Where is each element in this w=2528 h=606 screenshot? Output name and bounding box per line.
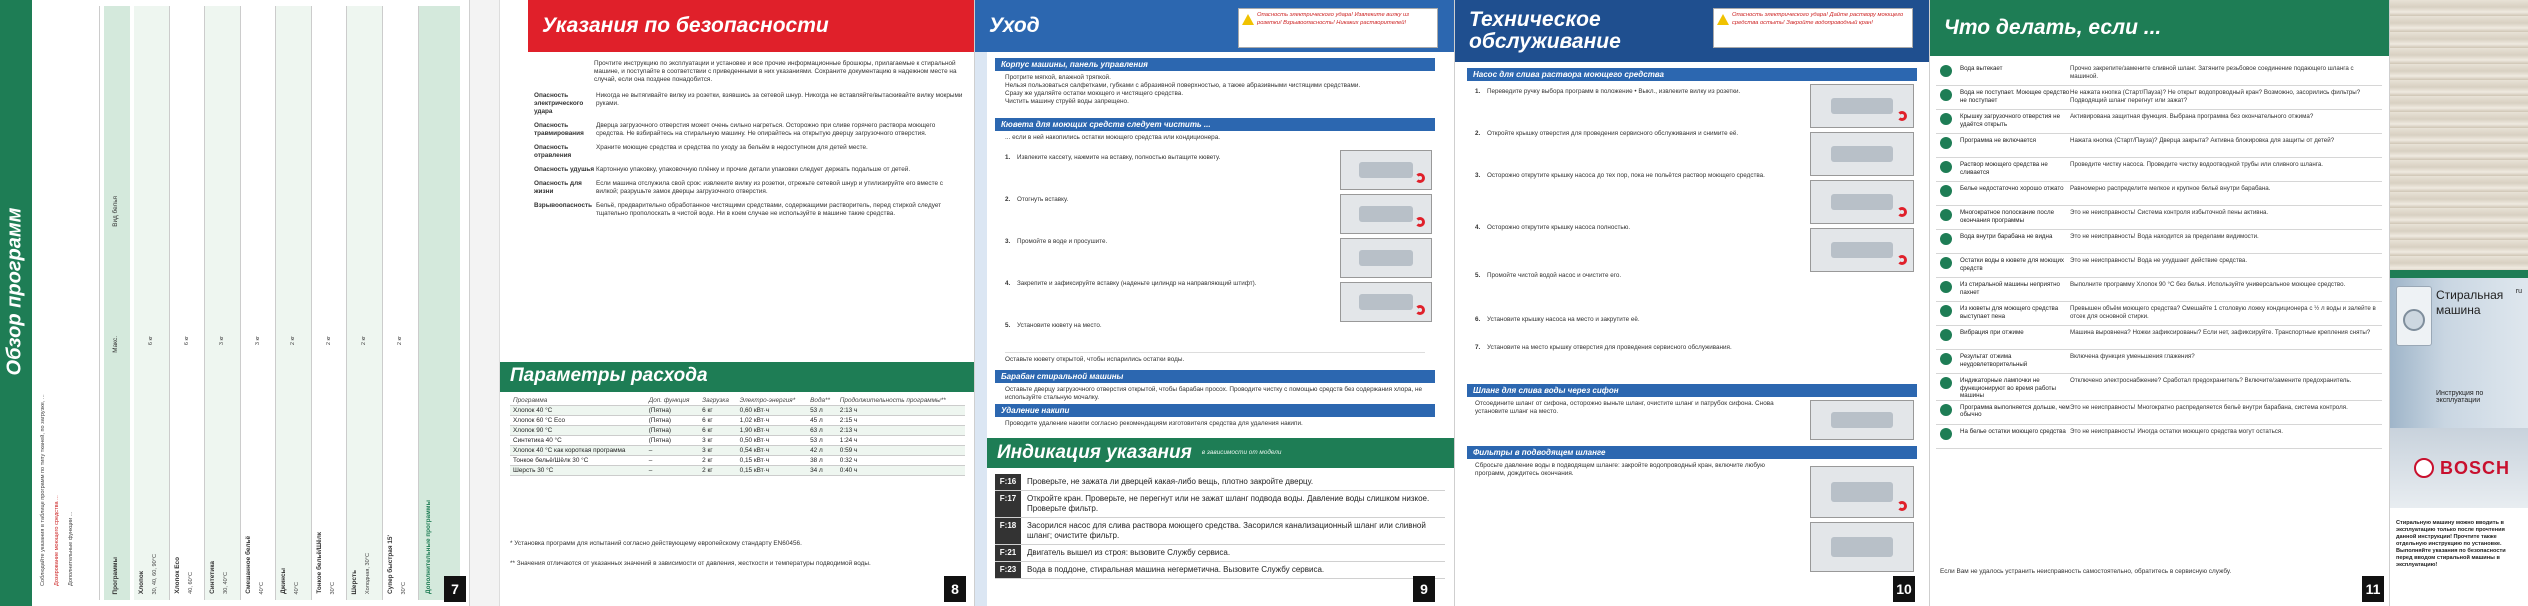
params-col: Загрузка: [699, 396, 736, 406]
safety-text: Бельё, предварительно обработанное чистящими средствами, содержащими растворитель, перед стиркой следует тщательно прополоскать в чистой воде. Ни в коем случае не используйте в машине такие средства.: [596, 202, 942, 217]
step: 4. Закрепите и зафиксируйте вставку (наденьте цилиндр на направляющий штифт).: [1005, 280, 1257, 287]
faq-row: Вибрация при отжиме Машина выровнена? Ножки зафиксированы? Если нет, зафиксируйте. Транспортные крепления сняты?: [1936, 326, 2382, 350]
step: 2. Отогнуть вставку.: [1005, 196, 1069, 203]
drawer-illustration: [1340, 150, 1432, 190]
safety-row: [534, 202, 964, 218]
page-number: 7: [444, 576, 466, 602]
program-max: 6 кг: [183, 336, 190, 346]
bullet-icon: [1940, 65, 1952, 77]
program-temps: 30, 40°C: [223, 572, 230, 594]
program-max: 2 кг: [325, 336, 332, 346]
indication-sub: в зависимости от модели: [1201, 449, 1282, 456]
section-text: Проводите удаление накипи согласно рекомендациям изготовителя средства для удаления накипи.: [1005, 420, 1303, 427]
faq-row: Вода вытекает Прочно закрепите/замените сливной шланг. Затяните резьбовое соединение подающего шланга с машиной.: [1936, 62, 2382, 86]
warning-box: Опасность электрического удара! Извлеките вилку из розетки! Взрывоопасность! Никаких растворителей!: [1238, 8, 1438, 48]
params-col: Вода**: [807, 396, 837, 406]
section-title: Корпус машины, панель управления: [995, 58, 1435, 71]
faq-row: Многократное полоскание после окончания программы Это не неисправность! Система контроля избыточной пены активна.: [1936, 206, 2382, 230]
safety-row: [534, 144, 964, 160]
header-note-2: Дозирование моющего средства ...: [54, 495, 60, 586]
page-title: Техническое обслуживание: [1469, 8, 1621, 53]
cover-title-block: [2390, 278, 2528, 428]
bullet-icon: [1940, 329, 1952, 341]
params-row: Хлопок 40 °C как короткая программа – 3 кг 0,54 кВт·ч 42 л 0:59 ч: [510, 446, 965, 456]
program-row: [241, 6, 277, 600]
pump-illustration: [1810, 132, 1914, 176]
warning-icon: [1717, 14, 1729, 25]
brand-logo: BOSCH: [2440, 458, 2511, 478]
list-item: Сразу же удаляйте остатки моющего и чистящего средства.: [1005, 90, 1184, 97]
cover-note: Стиральную машину можно вводить в эксплуатацию только после прочтения данной инструкции! Прочтите также отдельную инструкцию по установке. Выполняйте указания по безопасности перед вводом стиральной машины в эксплуатацию!: [2396, 520, 2506, 568]
step: 6. Установите крышку насоса на место и закрутите её.: [1475, 316, 1640, 323]
cover-lang: ru: [2515, 288, 2522, 295]
rotated-program-table: [40, 6, 460, 600]
page-safety: [470, 0, 975, 606]
bullet-icon: [1940, 137, 1952, 149]
care-steps: [1005, 150, 1305, 364]
list-item: Протрите мягкой, влажной тряпкой.: [1005, 74, 1111, 81]
program-max: 2 кг: [396, 336, 403, 346]
step: 4. Осторожно открутите крышку насоса полностью.: [1475, 224, 1631, 231]
section-title: Насос для слива раствора моющего средства: [1467, 68, 1917, 81]
bullet-icon: [1940, 161, 1952, 173]
bullet-icon: [1940, 305, 1952, 317]
program-temps: 30, 40, 60, 90°C: [152, 553, 158, 594]
safety-row: [534, 92, 964, 116]
safety-label: Опасность для жизни: [534, 180, 582, 195]
params-col: Электро-энергия*: [737, 396, 807, 406]
page-title: Указания по безопасности: [542, 14, 829, 37]
maintenance-steps: [1475, 84, 1795, 372]
filter-illustration: [1810, 522, 1914, 572]
cover-title-1: Стиральная: [2436, 288, 2504, 302]
program-name: Супер быстрая 15': [386, 535, 394, 594]
step: 3. Промойте в воде и просушите.: [1005, 238, 1108, 245]
step: 1. Переведите ручку выбора программ в положение • Выкл., извлеките вилку из розетки.: [1475, 88, 1741, 95]
program-rows: [134, 6, 460, 600]
pump-illustration: [1810, 180, 1914, 224]
section-text: Оставьте дверцу загрузочного отверстия открытой, чтобы барабан просох. Проводите чистку с помощью средств без содержания хлора, не используйте стальную мочалку.: [1005, 386, 1423, 401]
params-row: Хлопок 40 °C (Пятна) 6 кг 0,60 кВт·ч 53 л 2:13 ч: [510, 406, 965, 416]
faq-row: Из стиральной машины неприятно пахнет Выполните программу Хлопок 90 °C без белья. Используйте универсальное моющее средство.: [1936, 278, 2382, 302]
program-name: Хлопок: [138, 570, 145, 594]
program-temps: 40°C: [258, 581, 265, 594]
safety-row: [534, 122, 964, 138]
machine-illustration: [2396, 286, 2432, 346]
page-title-vertical: Обзор программ: [3, 207, 26, 376]
bullet-icon: [1940, 377, 1952, 389]
program-name: Синтетика: [209, 561, 217, 594]
faq-row: Из кюветы для моющего средства выступает пена Превышен объём моющего средства? Смешайте 1 столовую ложку кондиционера с ½ л воды и залейте в отсек для основной стирки.: [1936, 302, 2382, 326]
bullet-icon: [1940, 209, 1952, 221]
faq-row: Раствор моющего средства не сливается Проведите чистку насоса. Проведите чистку водоотводной трубы или сливного шланга.: [1936, 158, 2382, 182]
faq-row: Индикаторные лампочки не функционируют во время работы машины Отключено электроснабжение? Сработал предохранитель? Включите/замените предохранитель.: [1936, 374, 2382, 401]
towels-photo: [2390, 0, 2528, 270]
bullet-icon: [1940, 89, 1952, 101]
program-columns-header: [104, 6, 130, 600]
section-title: Фильтры в подводящем шланге: [1467, 446, 1917, 459]
program-name: Джинсы: [280, 568, 288, 594]
safety-text: Храните моющие средства и средства по уходу за бельём в недоступном для детей месте.: [596, 144, 868, 151]
safety-text: Картонную упаковку, упаковочную плёнку и прочие детали упаковки следует держать подальше от детей.: [596, 166, 911, 173]
faq-row: Крышку загрузочного отверстия не удаётся открыть Активирована защитная функция. Выбрана программа без окончательного отжима?: [1936, 110, 2382, 134]
care-list: [1005, 74, 1425, 106]
page-program-overview: [0, 0, 470, 606]
drawer-illustration: [1340, 282, 1432, 322]
params-header: [500, 362, 974, 392]
filter-illustration: [1810, 466, 1914, 518]
program-row: [383, 6, 419, 600]
header-note-3: Дополнительные функции ...: [68, 511, 74, 586]
safety-text: Никогда не вытягивайте вилку из розетки, взявшись за сетевой шнур. Никогда не вставляйте/вытаскивайте вилку мокрыми руками.: [596, 92, 963, 107]
faq-row: На белье остатки моющего средства Это не неисправность! Иногда остатки моющего средства могут остаться.: [1936, 425, 2382, 449]
params-row: Шерсть 30 °C – 2 кг 0,15 кВт·ч 34 л 0:40 ч: [510, 466, 965, 476]
program-max: 2 кг: [361, 336, 368, 346]
troubleshooting-header: [1930, 0, 2389, 56]
params-row: Хлопок 60 °C Eco (Пятна) 6 кг 1,02 кВт·ч 45 л 2:15 ч: [510, 416, 965, 426]
header-notes: [40, 6, 100, 600]
warning-box: Опасность электрического удара! Дайте раствору моющего средства остыть! Закройте водопроводный кран!: [1713, 8, 1913, 48]
program-row: [170, 6, 206, 600]
step: 5. Установите кювету на место.: [1005, 322, 1102, 329]
faq-row: Вода внутри барабана не видна Это не неисправность! Вода находится за пределами видимости.: [1936, 230, 2382, 254]
program-row: [205, 6, 241, 600]
params-head-row: [510, 396, 965, 406]
section-title: Удаление накипи: [995, 404, 1435, 417]
program-temps: 40°C: [294, 581, 301, 594]
machine-door-icon: [2403, 309, 2425, 331]
step: 3. Осторожно открутите крышку насоса до тех пор, пока не польётся раствор моющего средства.: [1475, 172, 1765, 179]
program-temps: 40, 60°C: [187, 572, 194, 594]
safety-text: Дверца загрузочного отверстия может очень сильно нагреться. Осторожно при сливе горячего раствора моющего средства. Не взбирайтесь на стиральную машину. Не опирайтесь на открытую дверцу загрузочного отверстия.: [596, 122, 936, 137]
page-care: [975, 0, 1455, 606]
header-note-1: Соблюдайте указания в таблице программ по типу тканей, по загрузке, ...: [40, 394, 46, 586]
safety-header: [528, 0, 974, 52]
page-title: Уход: [989, 14, 1040, 37]
extra-programs-title: Дополнительные программы: [424, 499, 432, 594]
program-name: Тонкое бельё/Шёлк: [315, 532, 323, 594]
faq-row: Программа выполняется дольше, чем обычно Это не неисправность! Многократно распределяется бельё внутри барабана, система контроля.: [1936, 401, 2382, 425]
siphon-illustration: [1810, 400, 1914, 440]
program-row: [276, 6, 312, 600]
brand-block: [2390, 428, 2528, 508]
step: 1. Извлеките кассету, нажмите на вставку, полностью вытащите кювету.: [1005, 154, 1221, 161]
drawer-illustration: [1340, 238, 1432, 278]
params-row: Тонкое бельё/Шёлк 30 °C – 2 кг 0,15 кВт·ч 38 л 0:32 ч: [510, 456, 965, 466]
page-number: 8: [944, 576, 966, 602]
program-temps: 30°C: [329, 581, 336, 594]
params-col: Продолжительность программы**: [837, 396, 965, 406]
safety-content: [534, 58, 964, 224]
section-title: Барабан стиральной машины: [995, 370, 1435, 383]
indication-header: [987, 438, 1455, 468]
cover-title-2: машина: [2436, 303, 2481, 317]
program-max: 6 кг: [148, 336, 154, 346]
list-item: Нельзя пользоваться салфетками, губками с абразивной поверхностью, а также абразивными чистящими средствами.: [1005, 82, 1361, 89]
indication-row: F:23 Вода в поддоне, стиральная машина негерметична. Вызовите Службу сервиса.: [995, 562, 1445, 579]
params-row: Синтетика 40 °C (Пятна) 3 кг 0,50 кВт·ч 53 л 1:24 ч: [510, 436, 965, 446]
page-number: 11: [2362, 576, 2384, 602]
indication-list: [995, 474, 1445, 579]
faq-row: Программа не включается Нажата кнопка (Старт/Пауза)? Дверца закрыта? Активна блокировка для защиты от детей?: [1936, 134, 2382, 158]
faq-list: [1936, 62, 2382, 449]
faq-row: Результат отжима неудовлетворительный Включена функция уменьшения глажения?: [1936, 350, 2382, 374]
faq-row: Белье недостаточно хорошо отжато Равномерно распределите мелкое и крупное бельё внутри барабана.: [1936, 182, 2382, 206]
program-row: [312, 6, 348, 600]
bosch-logo-icon: [2414, 458, 2434, 478]
program-row: [134, 6, 170, 600]
col-programs: Программы: [112, 556, 119, 594]
program-name: Смешанное бельё: [244, 536, 252, 594]
extra-programs: [419, 6, 460, 600]
section-sub: ... если в ней накопились остатки моющего средства или кондиционера.: [1005, 134, 1221, 141]
bullet-icon: [1940, 257, 1952, 269]
section-title: Кювета для моющих средств следует чистить ...: [995, 118, 1435, 131]
params-row: Хлопок 90 °C (Пятна) 6 кг 1,90 кВт·ч 63 л 2:13 ч: [510, 426, 965, 436]
safety-label: Опасность удушья: [534, 166, 595, 173]
bullet-icon: [1940, 281, 1952, 293]
program-name: Шерсть: [351, 569, 359, 594]
safety-label: Опасность электрического удара: [534, 92, 584, 115]
page-cover: [2390, 0, 2528, 606]
pump-illustration: [1810, 84, 1914, 128]
bullet-icon: [1940, 185, 1952, 197]
program-row: [347, 6, 383, 600]
col-fabric: Вид белья: [112, 196, 119, 227]
indication-row: F:16 Проверьте, не зажата ли дверцей какая-либо вещь, плотно закройте дверцу.: [995, 474, 1445, 491]
page-number: 9: [1413, 576, 1435, 602]
params-col: Программа: [510, 396, 646, 406]
bullet-icon: [1940, 113, 1952, 125]
col-max: Макс.: [112, 336, 119, 353]
program-name: Хлопок Eco: [173, 557, 181, 594]
bullet-icon: [1940, 428, 1952, 440]
bullet-icon: [1940, 233, 1952, 245]
step: 5. Промойте чистой водой насос и очистите его.: [1475, 272, 1622, 279]
program-max: 3 кг: [219, 336, 226, 346]
safety-text: Если машина отслужила свой срок: извлеките вилку из розетки, отрежьте сетевой шнур и утилизируйте его вместе с вилкой; разрушьте замок дверцы загрузочного отверстия.: [596, 180, 943, 195]
safety-label: Опасность травмирования: [534, 122, 584, 137]
safety-row: [534, 166, 964, 174]
indication-row: F:17 Откройте кран. Проверьте, не перегнут или не зажат шланг подвода воды. Давление воды слишком низкое. Проверьте фильтр.: [995, 491, 1445, 518]
bullet-icon: [1940, 404, 1952, 416]
safety-row: [534, 180, 964, 196]
program-temps: Холодная, 30°C: [365, 552, 372, 594]
program-temps: 30°C: [400, 581, 407, 594]
params-table: [510, 396, 965, 476]
cover-green-band: [2390, 270, 2528, 278]
pump-illustration: [1810, 228, 1914, 272]
care-side-strip: [975, 0, 987, 606]
troubleshooting-footer: Если Вам не удалось устранить неисправность самостоятельно, обратитесь в сервисную службу.: [1940, 568, 2232, 575]
safety-intro: Прочтите инструкцию по эксплуатации и установке и все прочие информационные брошюры, прилагаемые к стиральной машине, и поступайте в соответствии с приведенными в них указаниями. Сохраните документацию в надежном месте на случай, если она позднее понадобится.: [594, 60, 957, 83]
care-note: Оставьте кювету открытой, чтобы испарились остатки воды.: [1005, 352, 1425, 364]
safety-side-strip: [470, 0, 500, 606]
step: 7. Установите на место крышку отверстия для проведения сервисного обслуживания.: [1475, 344, 1732, 351]
indication-title: Индикация указания: [997, 442, 1192, 463]
section-text: Отсоедините шланг от сифона, осторожно выньте шланг, очистите шланг и патрубок сифона. Снова установите шланг на место.: [1475, 400, 1774, 415]
warning-icon: [1242, 14, 1254, 25]
safety-label: Взрывоопасность: [534, 202, 593, 209]
drawer-illustration: [1340, 194, 1432, 234]
section-text: Сбросьте давление воды в подводящем шланге: закройте водопроводный кран, включите любую программ, дождитесь окончания.: [1475, 462, 1765, 477]
params-title: Параметры расхода: [510, 365, 708, 386]
indication-row: F:21 Двигатель вышел из строя: вызовите Службу сервиса.: [995, 545, 1445, 562]
program-max: 3 кг: [254, 336, 261, 346]
faq-row: Вода не поступает. Моющее средство не поступает Не нажата кнопка (Старт/Пауза)? Не открыт водопроводный кран? Возможно, засорились фильтры? Подводящий шланг перегнут или зажат?: [1936, 86, 2382, 110]
params-footnote-2: ** Значения отличаются от указанных значений в зависимости от давления, жесткости и температуры подводимой воды.: [510, 560, 871, 567]
list-item: Чистить машину струёй воды запрещено.: [1005, 98, 1129, 105]
params-footnote-1: * Установка программ для испытаний согласно действующему европейскому стандарту EN60456.: [510, 540, 802, 547]
step: 2. Откройте крышку отверстия для проведения сервисного обслуживания и снимите её.: [1475, 130, 1739, 137]
cover-subtitle: Инструкция по эксплуатации: [2436, 390, 2484, 404]
page-maintenance: [1455, 0, 1930, 606]
params-col: Доп. функция: [646, 396, 699, 406]
page-number: 10: [1893, 576, 1915, 602]
program-max: 2 кг: [290, 336, 297, 346]
faq-row: Остатки воды в кювете для моющих средств Это не неисправность! Вода не ухудшает действие средства.: [1936, 254, 2382, 278]
safety-label: Опасность отравления: [534, 144, 572, 159]
section-title: Шланг для слива воды через сифон: [1467, 384, 1917, 397]
page-title: Что делать, если ...: [1944, 16, 2162, 39]
bullet-icon: [1940, 353, 1952, 365]
indication-row: F:18 Засорился насос для слива раствора моющего средства. Засорился канализационный шланг или сливной шланг; очистите фильтр.: [995, 518, 1445, 545]
page-troubleshooting: [1930, 0, 2390, 606]
